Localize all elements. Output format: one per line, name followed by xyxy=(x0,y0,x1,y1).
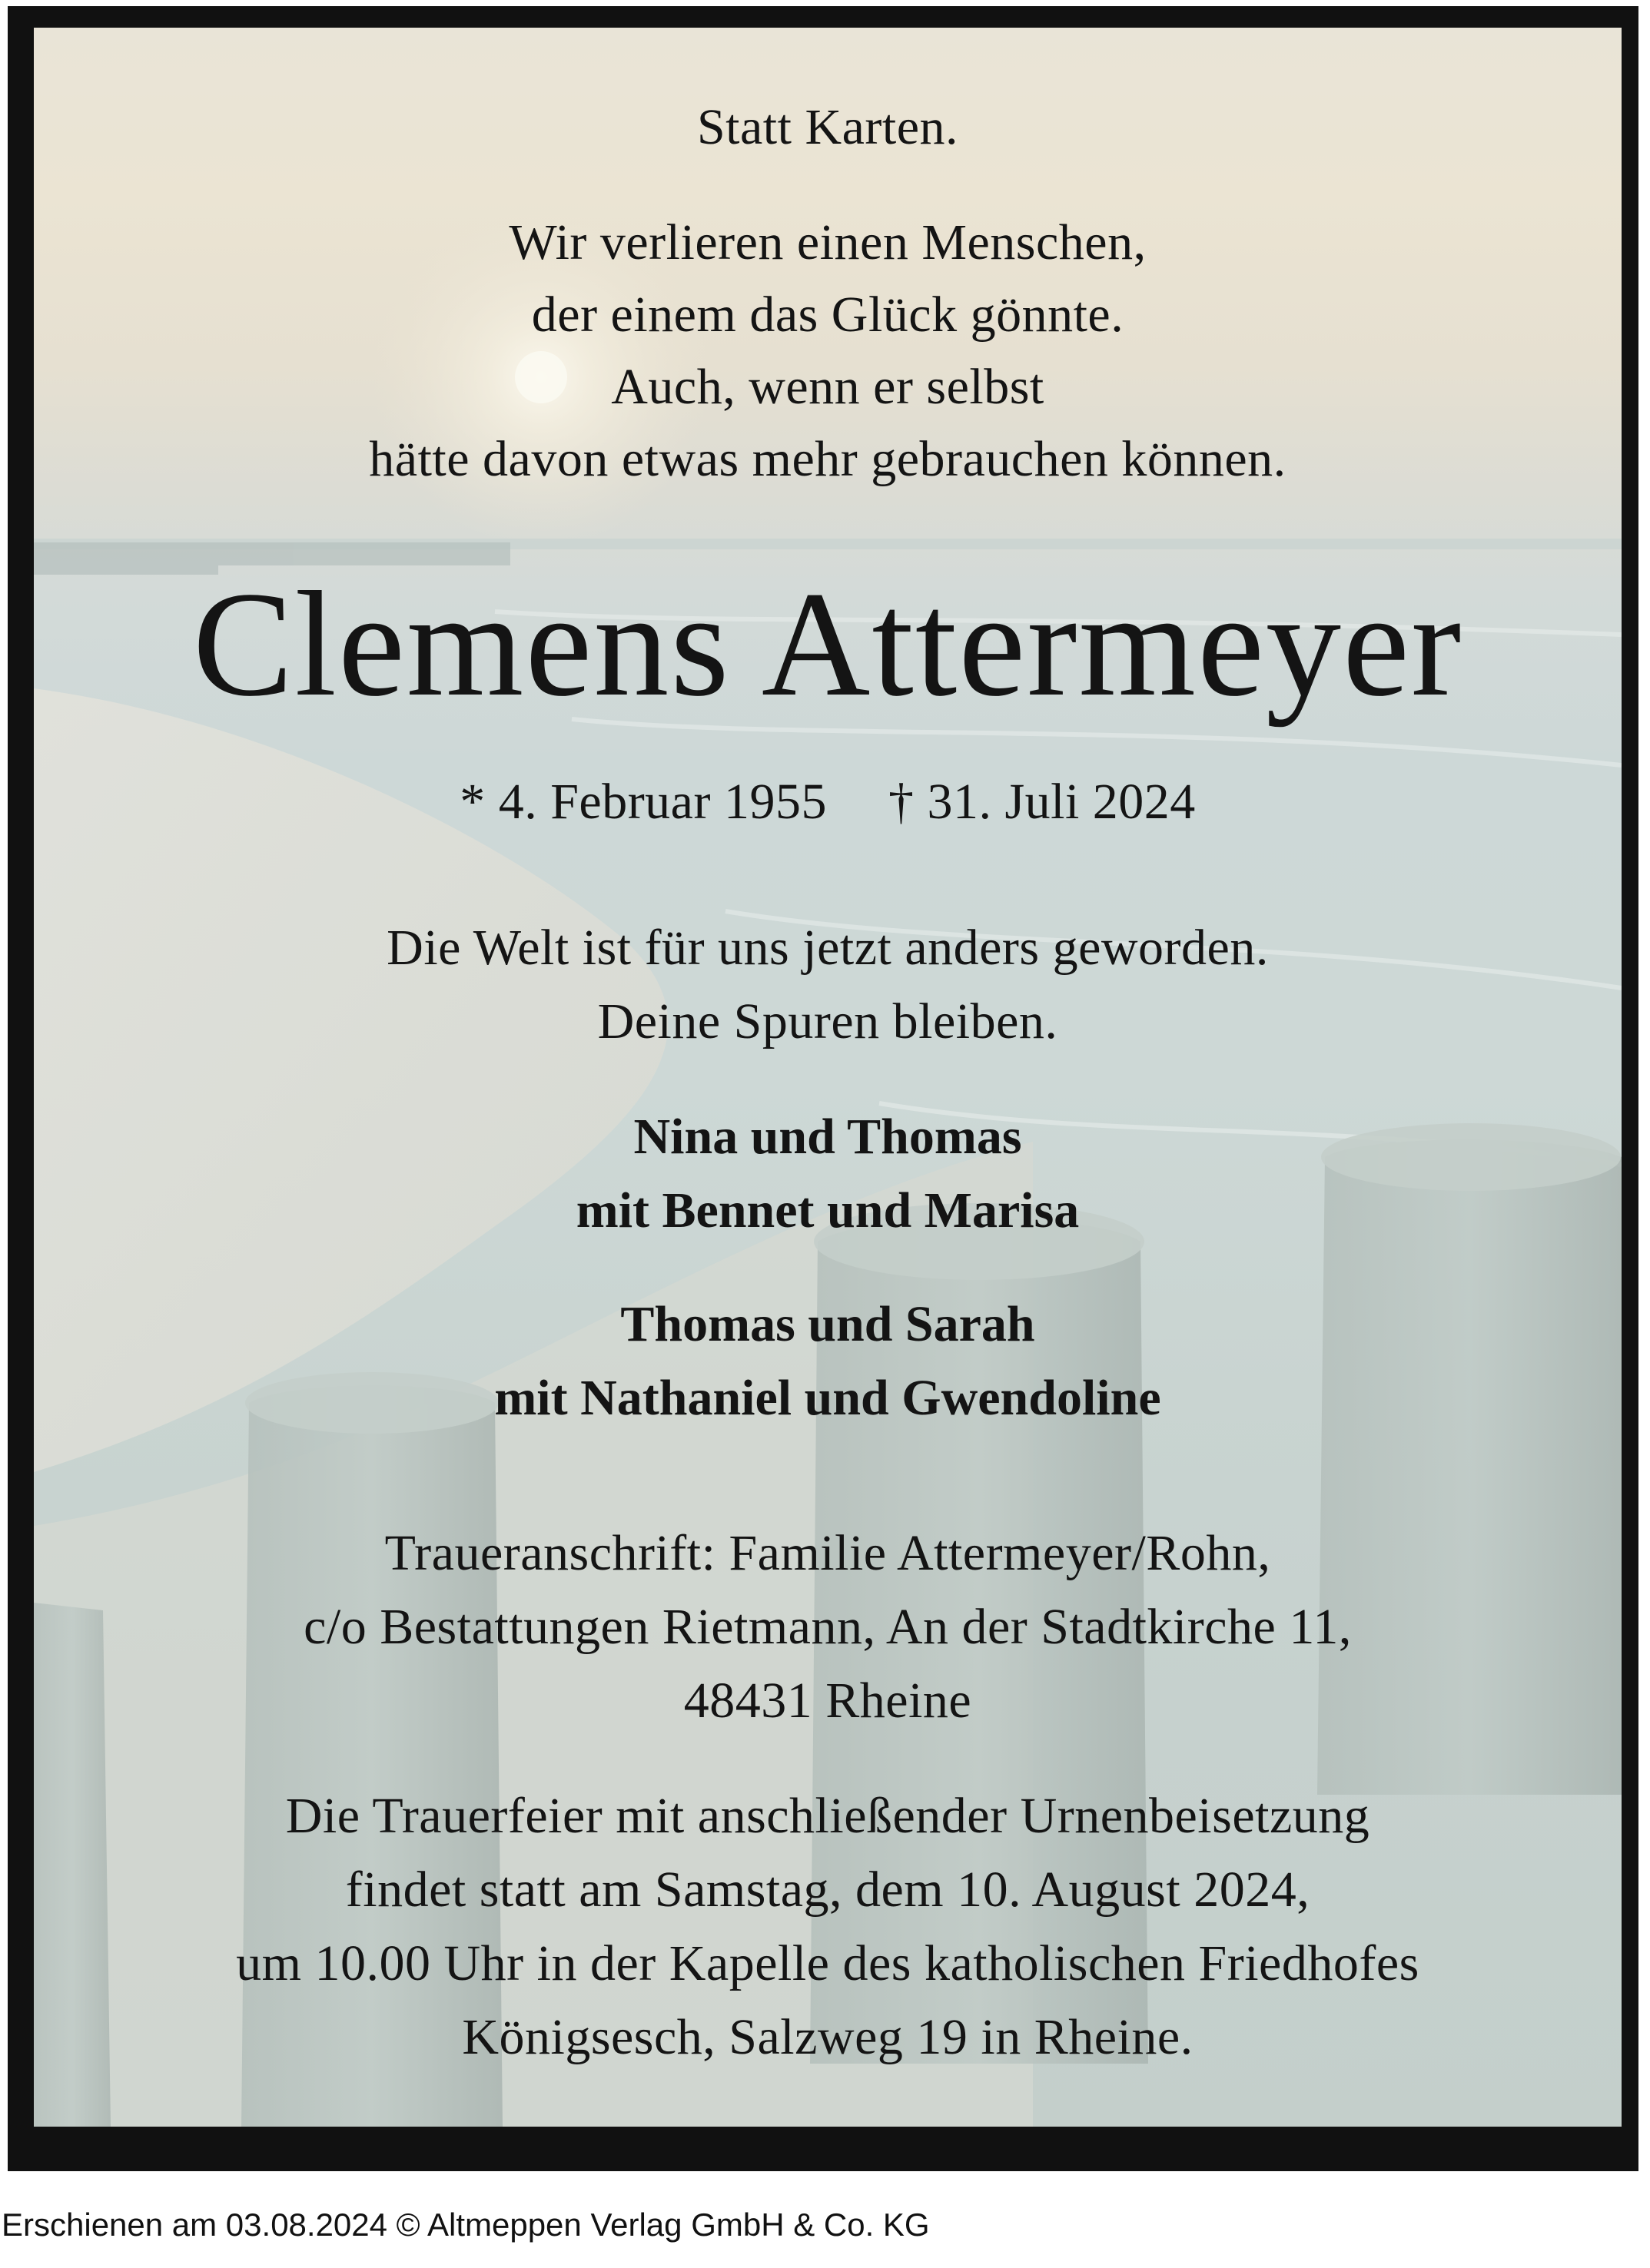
service-line: findet statt am Samstag, dem 10. August 2024, xyxy=(345,1862,1310,1918)
publication-footer: Erschienen am 03.08.2024 © Altmeppen Verlag GmbH & Co. KG xyxy=(2,2207,930,2243)
birth-date: * 4. Februar 1955 xyxy=(460,774,827,830)
mourner-line: Thomas und Sarah xyxy=(620,1296,1035,1352)
intro-line: Statt Karten. xyxy=(696,99,959,155)
mourner-line: mit Nathaniel und Gwendoline xyxy=(494,1370,1161,1426)
poem-line: hätte davon etwas mehr gebrauchen können. xyxy=(369,431,1286,487)
deceased-name: Clemens Attermeyer xyxy=(192,561,1463,728)
poem-line: der einem das Glück gönnte. xyxy=(531,287,1124,343)
poem-line: Wir verlieren einen Menschen, xyxy=(509,214,1147,270)
service-line: Die Trauerfeier mit anschließender Urnenbeisetzung xyxy=(285,1788,1370,1844)
mourner-line: Nina und Thomas xyxy=(633,1109,1022,1165)
death-notice xyxy=(34,28,1622,2127)
mourner-line: mit Bennet und Marisa xyxy=(576,1182,1080,1238)
address-line: 48431 Rheine xyxy=(683,1673,972,1729)
service-line: Königsesch, Salzweg 19 in Rheine. xyxy=(462,2009,1194,2065)
verse-line: Die Welt ist für uns jetzt anders geworden. xyxy=(387,920,1269,976)
address-line: c/o Bestattungen Rietmann, An der Stadtkirche 11, xyxy=(304,1599,1352,1655)
poem-line: Auch, wenn er selbst xyxy=(611,359,1044,415)
death-date: † 31. Juli 2024 xyxy=(888,774,1196,830)
service-line: um 10.00 Uhr in der Kapelle des katholischen Friedhofes xyxy=(236,1935,1419,1991)
address-line: Traueranschrift: Familie Attermeyer/Rohn, xyxy=(384,1525,1271,1581)
life-dates xyxy=(34,773,1622,831)
verse-line: Deine Spuren bleiben. xyxy=(597,993,1058,1049)
